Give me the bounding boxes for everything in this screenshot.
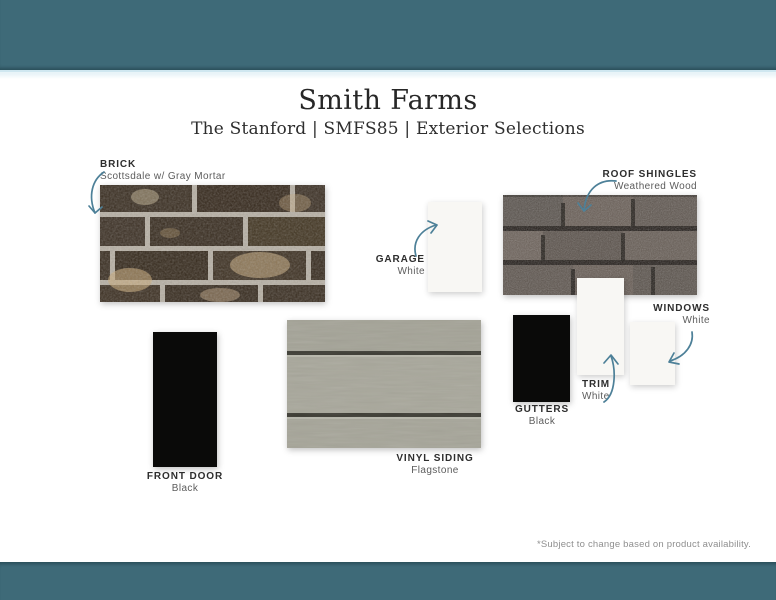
garage-label-name: GARAGE [375, 254, 425, 265]
gutters-swatch [513, 315, 570, 402]
front-door-swatch [153, 332, 217, 467]
roof-shingles-arrow-icon [576, 176, 618, 216]
gutters-label-value: Black [528, 415, 556, 427]
roof-shingles-label-value: Weathered Wood [613, 180, 697, 192]
footnote: *Subject to change based on product availability. [536, 539, 751, 550]
brick-swatch [100, 185, 325, 302]
vinyl-siding-label-name: VINYL SIDING [396, 453, 474, 464]
garage-arrow-icon [408, 220, 444, 258]
brick-label-value: Scottsdale w/ Gray Mortar [100, 170, 226, 182]
trim-arrow-icon [598, 350, 626, 404]
bottom-band [0, 562, 776, 600]
header [0, 85, 776, 139]
brick-arrow-icon [86, 170, 116, 218]
trim-label-name: TRIM [582, 379, 611, 390]
roof-shingles-label-name: ROOF SHINGLES [602, 169, 697, 180]
vinyl-siding-label-value: Flagstone [411, 464, 459, 476]
garage-label-value: White [397, 265, 425, 277]
trim-label-value: White [582, 390, 610, 402]
top-band-fade [0, 70, 776, 79]
page-subtitle: The Stanford | SMFS85 | Exterior Selections [191, 119, 585, 139]
page-title: Smith Farms [298, 85, 478, 116]
front-door-label [140, 471, 230, 494]
front-door-label-name: FRONT DOOR [146, 471, 224, 482]
front-door-label-value: Black [171, 482, 199, 494]
top-band [0, 0, 776, 70]
brick-label-name: BRICK [100, 159, 137, 170]
roof-shingles-label [547, 169, 697, 192]
gutters-label [498, 404, 586, 427]
vinyl-siding-label [380, 453, 490, 476]
gutters-label-name: GUTTERS [514, 404, 570, 415]
vinyl-siding-swatch [287, 320, 481, 448]
windows-label-name: WINDOWS [653, 303, 710, 314]
brick-label [100, 159, 226, 182]
windows-arrow-icon [662, 328, 696, 366]
windows-label-value: White [682, 314, 710, 326]
